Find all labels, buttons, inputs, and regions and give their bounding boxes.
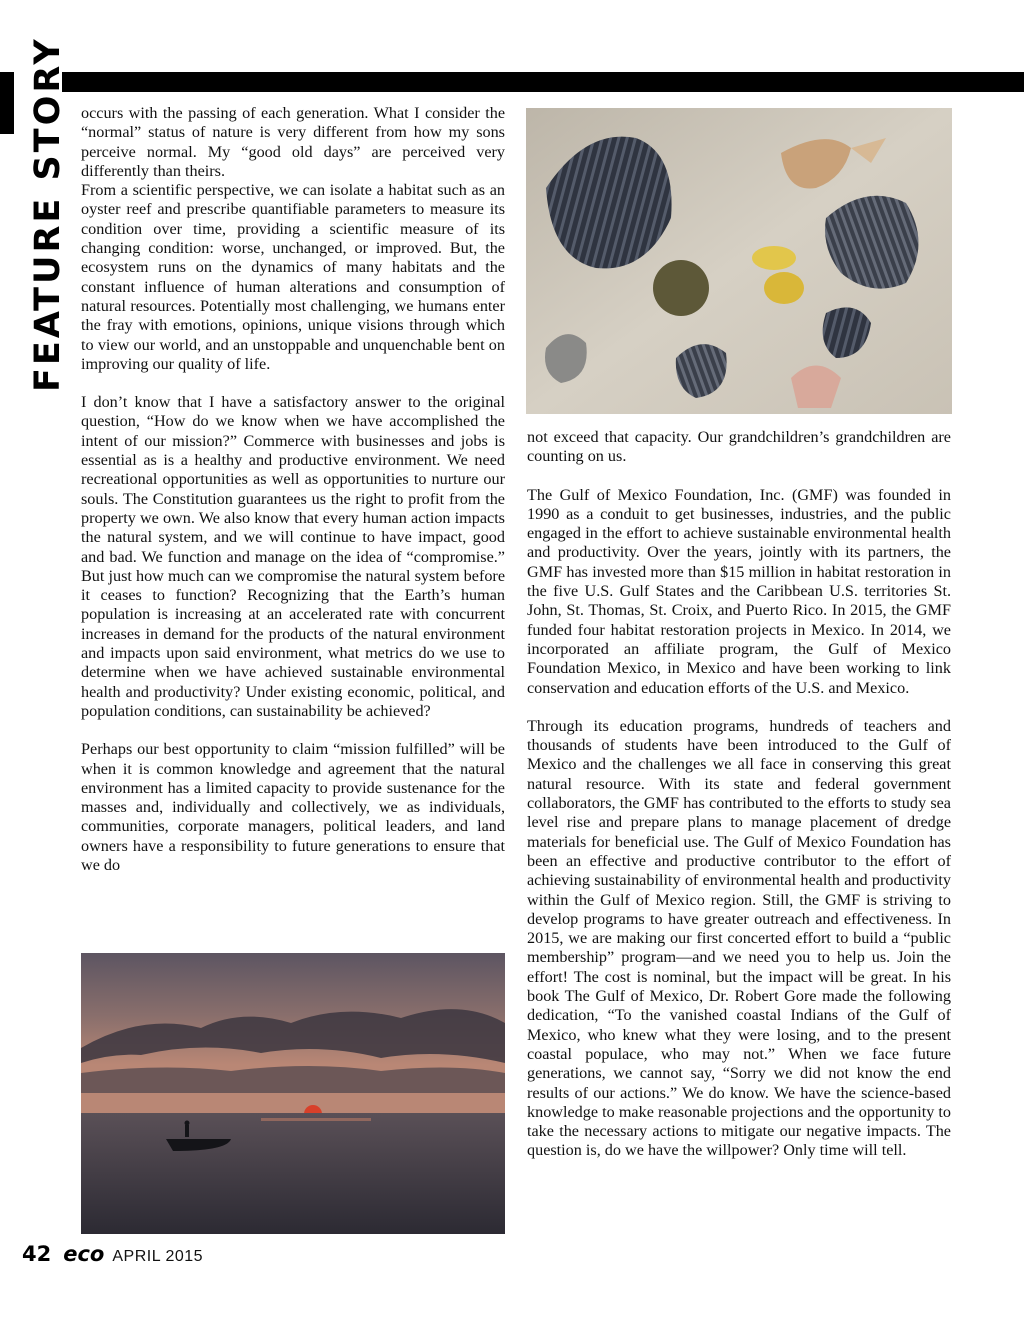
paragraph: Through its education programs, hundreds of teachers and thousands of students have been introduced to the Gulf of Mexico and the challenges we all face in conserving this great natural resource. With its state and federal government collaborators, the GMF has contributed to the efforts to study sea level rise and prepare plans to manage placement of dredge materials for beneficial use. The Gulf of Mexico Foundation has been an effective and productive contributor to the effort of achieving sustainability of environmental health and productivity within the Gulf of Mexico region. Still, the GMF is striving to develop programs to have greater outreach and effectiveness. In 2015, we are making our first concerted effort to build a “public membership” program—and we need you to help us. Join the effort! The cost is nominal, but the impact will be great. In his book The Gulf of Mexico, Dr. Robert Gore made the following dedication, “To the vanished coastal Indians of the Gulf of Mexico, who knew what they were losing, and to the present coastal populace, who may not.” When we face future generations, we cannot say, “Sorry we did not know the end results of our actions.” We do know. We have the science-based knowledge to make reasonable projections and the opportunity to take the necessary actions to mitigate our negative impacts. The question is, do we have the willpower? Only time will tell. <box>527 716 951 1160</box>
header-rule <box>62 72 1024 92</box>
paragraph: occurs with the passing of each generation. What I consider the “normal” status of nature is very different from how my sons perceive normal. My “good old days” are perceived very differently than theirs. From a scientific perspective, we can isolate a habitat such as an oyster reef and prescribe quantifiable parameters to measure its condition over time, providing a scientific measure of its changing condition: worse, unchanged, or improved. But, the ecosystem runs on the dynamics of many habitats and the constant influence of human alterations and consumption of natural resources. Potentially most challenging, we humans enter the fray with emotions, opinions, unique visions through which to view our world, and an unstoppable and unquenchable bent on improving our quality of life. <box>81 104 505 373</box>
paragraph: The Gulf of Mexico Foundation, Inc. (GMF) was founded in 1990 as a conduit to get businesses, industries, and the public engaged in the effort to achieve sustainable environmental health and productivity. Over the years, jointly with its partners, the GMF has invested more than $15 million in habitat restoration in the five U.S. Gulf States and the Caribbean U.S. territories St. John, St. Thomas, St. Croix, and Puerto Rico. In 2015, the GMF funded four habitat restoration projects in Mexico. In 2014, we incorporated an affiliate program, the Gulf of Mexico Foundation Mexico, in Mexico and have been working to link conservation and education efforts of the U.S. and Mexico. <box>527 485 951 697</box>
sunset-boat-photo <box>81 953 505 1234</box>
page-footer <box>22 1242 203 1272</box>
issue-date: APRIL 2015 <box>112 1248 204 1265</box>
seashells-photo <box>526 108 952 414</box>
page-number: 42 <box>22 1242 52 1266</box>
paragraph: I don’t know that I have a satisfactory answer to the original question, “How do we know when we have accomplished the intent of our mission?” Commerce with businesses and jobs is essential as is a healthy and productive environment. We need recreational opportunities as well as opportunities to nurture our souls. The Constitution guarantees us the right to profit from the property we own. We also know that every human action impacts the natural system, and we will continue to have impact, good and bad. We function and manage on the idea of “compromise.” But just how much can we compromise the natural system before it ceases to function? Recognizing that the Earth’s human population is increasing at an accelerated rate with concurrent increases in demand for the products of the natural environment and impacts upon said environment, what metrics do we use to determine when we have achieved sustainable environmental health and productivity? Under existing economic, political, and population conditions, can sustainability be achieved? <box>81 393 505 720</box>
article-column-left <box>81 104 505 894</box>
magazine-name: eco <box>63 1242 105 1266</box>
section-label: FEATURE STORY <box>28 36 68 392</box>
paragraph: not exceed that capacity. Our grandchildren’s grandchildren are counting on us. <box>527 428 951 466</box>
paragraph: Perhaps our best opportunity to claim “mission fulfilled” will be when it is common knowledge and agreement that the natural environment has a limited capacity to provide sustenance for the masses and, individually and collectively, we as individuals, communities, corporate managers, political leaders, and land owners have a responsibility to future generations to ensure that we do <box>81 740 505 874</box>
article-column-right <box>527 428 951 1180</box>
section-marker-block <box>0 72 14 134</box>
